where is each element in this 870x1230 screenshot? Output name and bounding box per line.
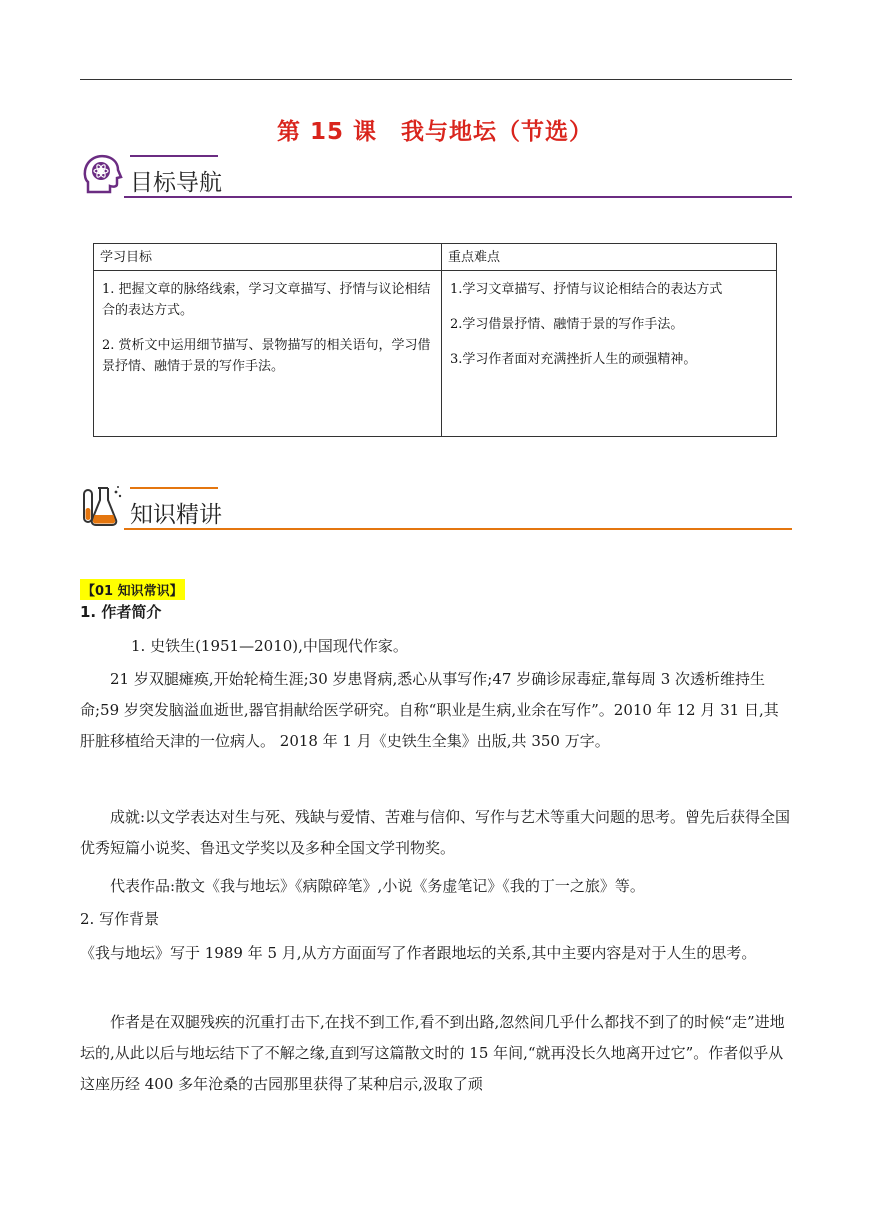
background-paragraph-2: 作者是在双腿残疾的沉重打击下,在找不到工作,看不到出路,忽然间几乎什么都找不到了的时候“走”进地坛的,从此以后与地坛结下了不解之缘,直到写这篇散文时的 15 年间,“就再没长久地离开过它”。作者似乎从这座历经 400 多年沧桑的古园那里获得了某种启示,汲取了顽 <box>80 1013 785 1093</box>
section-goals-accent <box>130 155 218 157</box>
goals-table-objectives-cell <box>94 271 442 437</box>
author-bio: 21 岁双腿瘫痪,开始轮椅生涯;30 岁患肾病,悉心从事写作;47 岁确诊尿毒症,靠每周 3 次透析维持生命;59 岁突发脑溢血逝世,器官捐献给医学研究。自称“职业是生病,业余在写作”。2010 年 12 月 31 日,其肝脏移植给天津的一位病人。 2018 年 1 月《史铁生全集》出版,共 350 万字。 <box>80 670 779 750</box>
knowledge-tag: 【01 知识常识】 <box>80 579 185 600</box>
section-knowledge-underline <box>124 528 792 530</box>
objective-item: 1. 把握文章的脉络线索，学习文章描写、抒情与议论相结合的表达方式。 <box>102 282 431 318</box>
goals-table <box>93 243 777 437</box>
author-heading: 1. 作者简介 <box>80 603 162 621</box>
keypoint-item: 3.学习作者面对充满挫折人生的顽强精神。 <box>450 352 697 367</box>
flask-icon <box>80 484 124 528</box>
goals-table-header-keypoints: 重点难点 <box>442 244 777 271</box>
author-achievement: 成就:以文学表达对生与死、残缺与爱情、苦难与信仰、写作与艺术等重大问题的思考。曾先后获得全国优秀短篇小说奖、鲁迅文学奖以及多种全国文学刊物奖。 <box>80 808 791 857</box>
background-paragraph-1: 《我与地坛》写于 1989 年 5 月,从方方面面写了作者跟地坛的关系,其中主要内容是对于人生的思考。 <box>80 944 757 962</box>
goals-table-body-row <box>94 271 777 437</box>
brain-head-icon <box>80 152 124 196</box>
keypoint-item: 2.学习借景抒情、融情于景的写作手法。 <box>450 317 684 332</box>
goals-table-header-row <box>94 244 777 271</box>
lesson-title: 第 15 课 我与地坛（节选） <box>276 119 594 145</box>
background-heading: 2. 写作背景 <box>80 910 160 928</box>
header-rule <box>80 79 792 80</box>
section-goals-title: 目标导航 <box>130 170 222 196</box>
objective-item: 2. 赏析文中运用细节描写、景物描写的相关语句，学习借景抒情、融情于景的写作手法。 <box>102 338 431 374</box>
author-name-line: 1. 史铁生(1951—2010),中国现代作家。 <box>131 637 408 655</box>
section-knowledge-header <box>80 484 792 530</box>
goals-table-header-objectives: 学习目标 <box>94 244 442 271</box>
author-works: 代表作品:散文《我与地坛》《病隙碎笔》,小说《务虚笔记》《我的丁一之旅》等。 <box>110 877 645 895</box>
keypoint-item: 1.学习文章描写、抒情与议论相结合的表达方式 <box>450 282 723 297</box>
goals-table-keypoints-cell <box>442 271 777 437</box>
section-knowledge-title: 知识精讲 <box>130 502 222 528</box>
section-knowledge-accent <box>130 487 218 489</box>
section-goals-header <box>80 152 792 198</box>
section-goals-underline <box>124 196 792 198</box>
